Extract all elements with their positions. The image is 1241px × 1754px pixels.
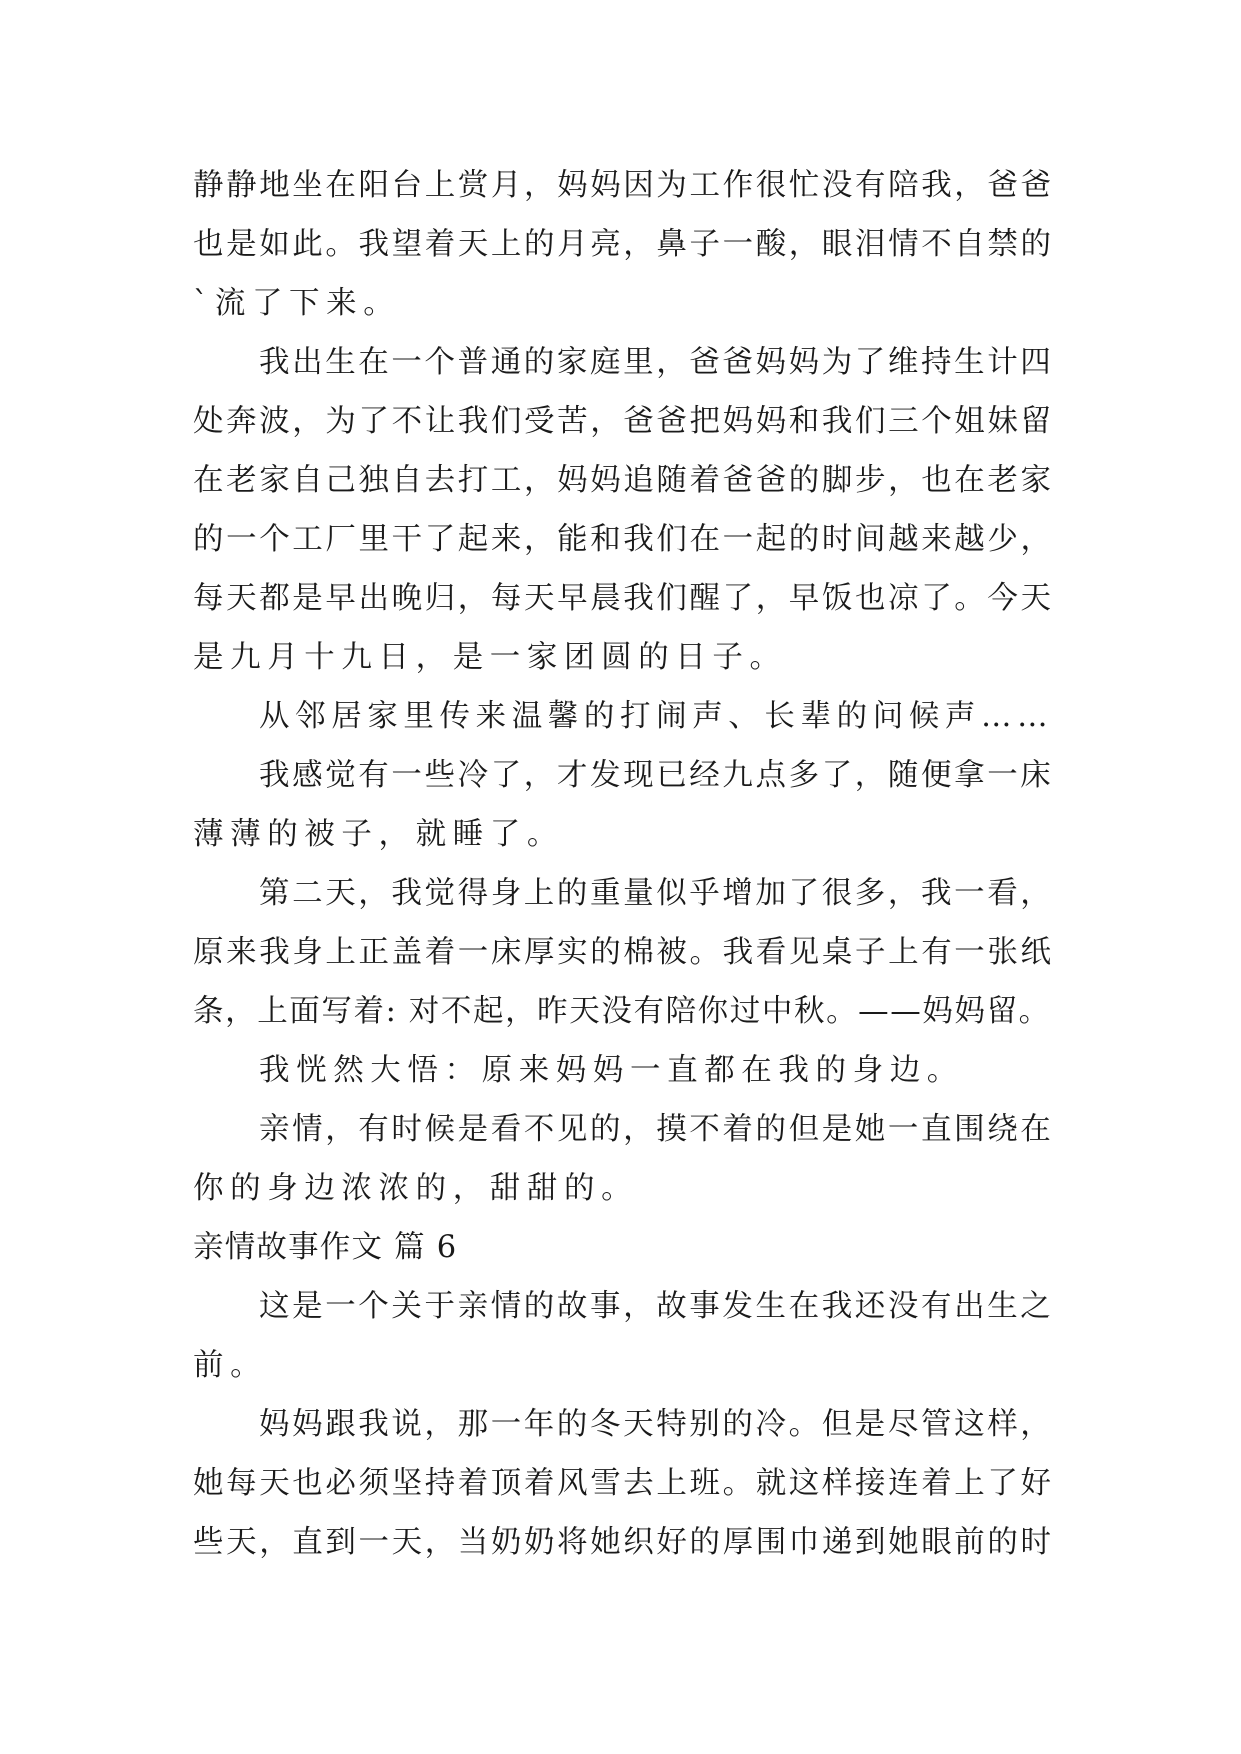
text-line: 原来我身上正盖着一床厚实的棉被。我看见桌子上有一张纸: [193, 935, 1054, 970]
text-line: 在老家自己独自去打工，妈妈追随着爸爸的脚步，也在老家: [193, 463, 1054, 498]
text-line: 这是一个关于亲情的故事，故事发生在我还没有出生之: [259, 1289, 1054, 1324]
story-body: [193, 156, 1063, 1572]
text-line: 前。: [193, 1348, 268, 1383]
text-line: 是九月十九日，是一家团圆的日子。: [193, 640, 787, 675]
paragraph: [193, 746, 1063, 864]
text-line: `流了下来。: [193, 286, 401, 321]
text-line: 你的身边浓浓的，甜甜的。: [193, 1171, 639, 1206]
text-line: 每天都是早出晚归，每天早晨我们醒了，早饭也凉了。今天: [193, 581, 1054, 616]
text-line: 她每天也必须坚持着顶着风雪去上班。就这样接连着上了好: [193, 1466, 1054, 1501]
paragraph: [193, 1041, 1063, 1100]
text-line: 条，上面写着: 对不起，昨天没有陪你过中秋。——妈妈留。: [193, 994, 1051, 1029]
text-line: 妈妈跟我说，那一年的冬天特别的冷。但是尽管这样，: [259, 1407, 1054, 1442]
text-line: 我出生在一个普通的家庭里，爸爸妈妈为了维持生计四: [259, 345, 1054, 380]
paragraph: [193, 687, 1063, 746]
text-line: 第二天，我觉得身上的重量似乎增加了很多，我一看，: [259, 876, 1054, 911]
text-line: 些天，直到一天，当奶奶将她织好的厚围巾递到她眼前的时: [193, 1525, 1054, 1560]
text-line: 的一个工厂里干了起来，能和我们在一起的时间越来越少，: [193, 522, 1054, 557]
paragraph: [193, 333, 1063, 687]
paragraph: [193, 1395, 1063, 1572]
text-line: 从邻居家里传来温馨的打闹声、长辈的问候声……: [259, 699, 1054, 734]
section-heading: [193, 1218, 1063, 1277]
paragraph: [193, 864, 1063, 1041]
text-line: 亲情，有时候是看不见的，摸不着的但是她一直围绕在: [259, 1112, 1054, 1147]
section-heading-text: 亲情故事作文 篇 6: [193, 1230, 458, 1265]
text-line: 静静地坐在阳台上赏月，妈妈因为工作很忙没有陪我，爸爸: [193, 168, 1054, 203]
text-line: 我恍然大悟：原来妈妈一直都在我的身边。: [259, 1053, 964, 1088]
text-line: 处奔波，为了不让我们受苦，爸爸把妈妈和我们三个姐妹留: [193, 404, 1054, 439]
text-line: 薄薄的被子，就睡了。: [193, 817, 564, 852]
paragraph: [193, 156, 1063, 333]
text-line: 我感觉有一些冷了，才发现已经九点多了，随便拿一床: [259, 758, 1054, 793]
paragraph: [193, 1277, 1063, 1395]
paragraph: [193, 1100, 1063, 1218]
text-line: 也是如此。我望着天上的月亮，鼻子一酸，眼泪情不自禁的: [193, 227, 1054, 262]
